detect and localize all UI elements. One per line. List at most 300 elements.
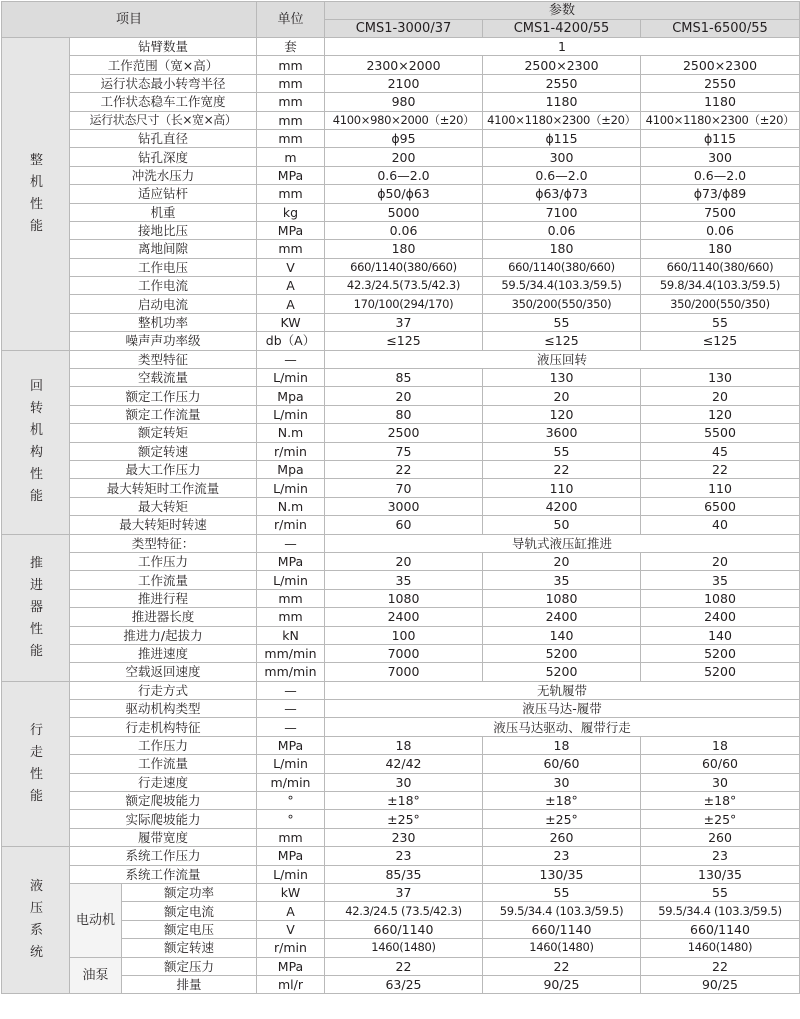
table-row [2,589,800,607]
header-unit: 单位 [257,2,325,38]
table-row [2,865,800,883]
unit-cell: kN [257,626,325,644]
param-name: 推进行程 [70,589,257,607]
unit-cell: MPa [257,847,325,865]
param-name: 冲洗水压力 [70,166,257,184]
value-cell: 2500×2300 [483,56,641,74]
value-cell: 5200 [483,663,641,681]
unit-cell: L/min [257,755,325,773]
value-cell: 55 [641,313,800,331]
value-cell: 23 [641,847,800,865]
value-cell: 59.5/34.4(103.3/59.5) [483,277,641,295]
merged-value-cell: 无轨履带 [325,681,800,699]
table-row [2,534,800,552]
value-cell: 5500 [641,424,800,442]
table-row [2,38,800,56]
param-name: 空载流量 [70,369,257,387]
subgroup-title: 油泵 [70,957,122,994]
unit-cell: L/min [257,479,325,497]
merged-value-cell: 液压回转 [325,350,800,368]
unit-cell: Mpa [257,460,325,478]
value-cell: 1180 [483,93,641,111]
value-cell: 3000 [325,497,483,515]
value-cell: 2100 [325,74,483,92]
param-name: 实际爬坡能力 [70,810,257,828]
table-row [2,369,800,387]
value-cell: 59.8/34.4(103.3/59.5) [641,277,800,295]
value-cell: 110 [641,479,800,497]
value-cell: 130 [641,369,800,387]
value-cell: 40 [641,516,800,534]
unit-cell: mm/min [257,663,325,681]
param-name: 行走方式 [70,681,257,699]
param-name: 行走机构特征 [70,718,257,736]
unit-cell: m/min [257,773,325,791]
value-cell: ±25° [483,810,641,828]
value-cell: 660/1140(380/660) [483,258,641,276]
param-name: 额定转速 [122,939,257,957]
value-cell: 2500×2300 [641,56,800,74]
table-row [2,663,800,681]
value-cell: 30 [483,773,641,791]
value-cell: 23 [325,847,483,865]
value-cell: 980 [325,93,483,111]
value-cell: 60/60 [483,755,641,773]
table-row [2,129,800,147]
value-cell: 3600 [483,424,641,442]
section-title: 整机性能 [2,38,70,351]
param-name: 额定工作压力 [70,387,257,405]
value-cell: 85 [325,369,483,387]
table-row [2,975,800,993]
value-cell: 1460(1480) [483,939,641,957]
param-name: 噪声声功率级 [70,332,257,350]
table-row [2,74,800,92]
table-row [2,148,800,166]
param-name: 额定电压 [122,920,257,938]
value-cell: 45 [641,442,800,460]
value-cell: 42/42 [325,755,483,773]
table-row [2,939,800,957]
value-cell: 37 [325,313,483,331]
value-cell: 2400 [325,608,483,626]
unit-cell: — [257,681,325,699]
param-name: 适应钻杆 [70,185,257,203]
value-cell: ϕ50/ϕ63 [325,185,483,203]
value-cell: 350/200(550/350) [641,295,800,313]
value-cell: 1080 [325,589,483,607]
unit-cell: L/min [257,571,325,589]
value-cell: 23 [483,847,641,865]
table-row [2,313,800,331]
param-name: 最大转矩时工作流量 [70,479,257,497]
param-name: 运行状态尺寸（长×宽×高） [70,111,257,129]
value-cell: 85/35 [325,865,483,883]
value-cell: 4100×980×2000（±20） [325,111,483,129]
unit-cell: L/min [257,865,325,883]
param-name: 机重 [70,203,257,221]
table-row [2,516,800,534]
param-name: 类型特征： [70,534,257,552]
unit-cell: mm [257,240,325,258]
table-row [2,497,800,515]
param-name: 工作流量 [70,755,257,773]
value-cell: 0.06 [641,221,800,239]
table-row [2,387,800,405]
param-name: 推进速度 [70,644,257,662]
value-cell: 2300×2000 [325,56,483,74]
value-cell: 2550 [641,74,800,92]
unit-cell: A [257,295,325,313]
unit-cell: r/min [257,442,325,460]
value-cell: 2400 [641,608,800,626]
unit-cell: N.m [257,497,325,515]
unit-cell: A [257,902,325,920]
table-row [2,847,800,865]
unit-cell: MPa [257,552,325,570]
unit-cell: — [257,534,325,552]
table-row [2,718,800,736]
param-name: 工作范围（宽×高） [70,56,257,74]
param-name: 最大转矩 [70,497,257,515]
unit-cell: ° [257,810,325,828]
value-cell: ≤125 [483,332,641,350]
param-name: 钻孔深度 [70,148,257,166]
value-cell: 30 [325,773,483,791]
section-title: 回转机构性能 [2,350,70,534]
value-cell: 6500 [641,497,800,515]
value-cell: 170/100(294/170) [325,295,483,313]
table-row [2,883,800,901]
value-cell: 300 [641,148,800,166]
unit-cell: V [257,920,325,938]
value-cell: 120 [483,405,641,423]
table-row [2,681,800,699]
spec-body [2,38,800,994]
unit-cell: — [257,718,325,736]
param-name: 启动电流 [70,295,257,313]
param-name: 工作流量 [70,571,257,589]
param-name: 运行状态最小转弯半径 [70,74,257,92]
value-cell: 5200 [483,644,641,662]
value-cell: 75 [325,442,483,460]
table-row [2,626,800,644]
value-cell: ϕ115 [641,129,800,147]
value-cell: 200 [325,148,483,166]
param-name: 离地间隙 [70,240,257,258]
value-cell: 22 [641,957,800,975]
table-row [2,424,800,442]
value-cell: 37 [325,883,483,901]
unit-cell: L/min [257,369,325,387]
table-row [2,277,800,295]
value-cell: 22 [325,460,483,478]
table-row [2,240,800,258]
value-cell: 30 [641,773,800,791]
header-model: CMS1-3000/37 [325,20,483,38]
param-name: 系统工作流量 [70,865,257,883]
table-row [2,792,800,810]
value-cell: 7000 [325,663,483,681]
table-row [2,166,800,184]
table-row [2,350,800,368]
unit-cell: mm [257,185,325,203]
table-row [2,773,800,791]
value-cell: 260 [483,828,641,846]
param-name: 工作压力 [70,552,257,570]
param-name: 工作电压 [70,258,257,276]
value-cell: ±18° [483,792,641,810]
value-cell: 18 [641,736,800,754]
unit-cell: ° [257,792,325,810]
param-name: 推进力/起拔力 [70,626,257,644]
value-cell: 0.6—2.0 [641,166,800,184]
section-title: 液压系统 [2,847,70,994]
unit-cell: L/min [257,405,325,423]
value-cell: 0.06 [325,221,483,239]
value-cell: 2550 [483,74,641,92]
table-row [2,828,800,846]
value-cell: 1460(1480) [641,939,800,957]
unit-cell: 套 [257,38,325,56]
value-cell: 20 [325,387,483,405]
unit-cell: kW [257,883,325,901]
unit-cell: KW [257,313,325,331]
table-row [2,203,800,221]
value-cell: 2400 [483,608,641,626]
value-cell: 120 [641,405,800,423]
value-cell: 60/60 [641,755,800,773]
value-cell: 35 [325,571,483,589]
value-cell: 55 [483,442,641,460]
param-name: 工作电流 [70,277,257,295]
table-row [2,93,800,111]
table-row [2,700,800,718]
table-row [2,571,800,589]
value-cell: ±18° [325,792,483,810]
table-row [2,56,800,74]
value-cell: 300 [483,148,641,166]
table-row [2,221,800,239]
value-cell: 1180 [641,93,800,111]
value-cell: 90/25 [641,975,800,993]
value-cell: 59.5/34.4 (103.3/59.5) [641,902,800,920]
unit-cell: mm/min [257,644,325,662]
value-cell: 180 [325,240,483,258]
value-cell: 660/1140(380/660) [641,258,800,276]
param-name: 驱动机构类型 [70,700,257,718]
value-cell: 55 [641,883,800,901]
value-cell: 4200 [483,497,641,515]
param-name: 最大转矩时转速 [70,516,257,534]
value-cell: 1080 [641,589,800,607]
table-row [2,442,800,460]
merged-value-cell: 1 [325,38,800,56]
table-row [2,332,800,350]
header-params: 参数 [325,2,800,20]
value-cell: ±18° [641,792,800,810]
unit-cell: MPa [257,166,325,184]
value-cell: 80 [325,405,483,423]
value-cell: 130 [483,369,641,387]
value-cell: 660/1140(380/660) [325,258,483,276]
value-cell: 90/25 [483,975,641,993]
param-name: 额定爬坡能力 [70,792,257,810]
value-cell: 140 [641,626,800,644]
unit-cell: A [257,277,325,295]
value-cell: ϕ95 [325,129,483,147]
value-cell: 59.5/34.4 (103.3/59.5) [483,902,641,920]
merged-value-cell: 液压马达-履带 [325,700,800,718]
value-cell: 0.06 [483,221,641,239]
value-cell: 660/1140 [641,920,800,938]
value-cell: 20 [483,387,641,405]
header-row [2,2,800,20]
value-cell: 63/25 [325,975,483,993]
value-cell: 70 [325,479,483,497]
value-cell: 1460(1480) [325,939,483,957]
value-cell: 50 [483,516,641,534]
unit-cell: mm [257,93,325,111]
table-row [2,111,800,129]
table-row [2,644,800,662]
unit-cell: — [257,350,325,368]
value-cell: 2500 [325,424,483,442]
value-cell: 180 [483,240,641,258]
header-model: CMS1-4200/55 [483,20,641,38]
value-cell: 35 [641,571,800,589]
param-name: 推进器长度 [70,608,257,626]
unit-cell: mm [257,828,325,846]
value-cell: ϕ73/ϕ89 [641,185,800,203]
value-cell: 35 [483,571,641,589]
value-cell: 140 [483,626,641,644]
value-cell: 350/200(550/350) [483,295,641,313]
param-name: 钻臂数量 [70,38,257,56]
param-name: 额定转矩 [70,424,257,442]
unit-cell: MPa [257,736,325,754]
table-row [2,755,800,773]
unit-cell: mm [257,589,325,607]
value-cell: 260 [641,828,800,846]
table-row [2,460,800,478]
unit-cell: MPa [257,221,325,239]
table-row [2,902,800,920]
value-cell: 4100×1180×2300（±20） [641,111,800,129]
spec-table [1,1,800,994]
value-cell: ≤125 [325,332,483,350]
table-row [2,295,800,313]
value-cell: 7500 [641,203,800,221]
value-cell: 60 [325,516,483,534]
table-row [2,957,800,975]
value-cell: 1080 [483,589,641,607]
value-cell: 20 [641,387,800,405]
value-cell: 18 [325,736,483,754]
table-row [2,479,800,497]
param-name: 类型特征 [70,350,257,368]
value-cell: 0.6—2.0 [325,166,483,184]
merged-value-cell: 液压马达驱动、履带行走 [325,718,800,736]
unit-cell: — [257,700,325,718]
unit-cell: MPa [257,957,325,975]
value-cell: 180 [641,240,800,258]
value-cell: 5200 [641,644,800,662]
value-cell: 20 [325,552,483,570]
value-cell: 55 [483,883,641,901]
unit-cell: kg [257,203,325,221]
header-item: 项目 [2,2,257,38]
unit-cell: mm [257,111,325,129]
unit-cell: mm [257,129,325,147]
param-name: 行走速度 [70,773,257,791]
value-cell: ϕ115 [483,129,641,147]
section-title: 行走性能 [2,681,70,847]
unit-cell: V [257,258,325,276]
value-cell: 230 [325,828,483,846]
value-cell: 22 [641,460,800,478]
param-name: 最大工作压力 [70,460,257,478]
value-cell: 130/35 [483,865,641,883]
table-row [2,920,800,938]
param-name: 额定压力 [122,957,257,975]
param-name: 额定转速 [70,442,257,460]
value-cell: 110 [483,479,641,497]
value-cell: 100 [325,626,483,644]
value-cell: 660/1140 [483,920,641,938]
param-name: 整机功率 [70,313,257,331]
param-name: 接地比压 [70,221,257,239]
value-cell: 130/35 [641,865,800,883]
table-row [2,405,800,423]
param-name: 额定工作流量 [70,405,257,423]
table-row [2,736,800,754]
param-name: 空载返回速度 [70,663,257,681]
param-name: 排量 [122,975,257,993]
value-cell: 5000 [325,203,483,221]
value-cell: 660/1140 [325,920,483,938]
value-cell: 20 [641,552,800,570]
value-cell: 20 [483,552,641,570]
value-cell: 5200 [641,663,800,681]
param-name: 额定电流 [122,902,257,920]
header-model: CMS1-6500/55 [641,20,800,38]
unit-cell: r/min [257,516,325,534]
unit-cell: mm [257,56,325,74]
table-row [2,810,800,828]
unit-cell: mm [257,74,325,92]
value-cell: 18 [483,736,641,754]
value-cell: 4100×1180×2300（±20） [483,111,641,129]
param-name: 钻孔直径 [70,129,257,147]
value-cell: 55 [483,313,641,331]
table-row [2,258,800,276]
value-cell: 22 [325,957,483,975]
param-name: 履带宽度 [70,828,257,846]
value-cell: ϕ63/ϕ73 [483,185,641,203]
value-cell: 22 [483,460,641,478]
table-row [2,608,800,626]
param-name: 工作压力 [70,736,257,754]
table-row [2,185,800,203]
param-name: 系统工作压力 [70,847,257,865]
value-cell: 7000 [325,644,483,662]
value-cell: 42.3/24.5 (73.5/42.3) [325,902,483,920]
section-title: 推进器性能 [2,534,70,681]
merged-value-cell: 导轨式液压缸推进 [325,534,800,552]
value-cell: ±25° [641,810,800,828]
unit-cell: Mpa [257,387,325,405]
